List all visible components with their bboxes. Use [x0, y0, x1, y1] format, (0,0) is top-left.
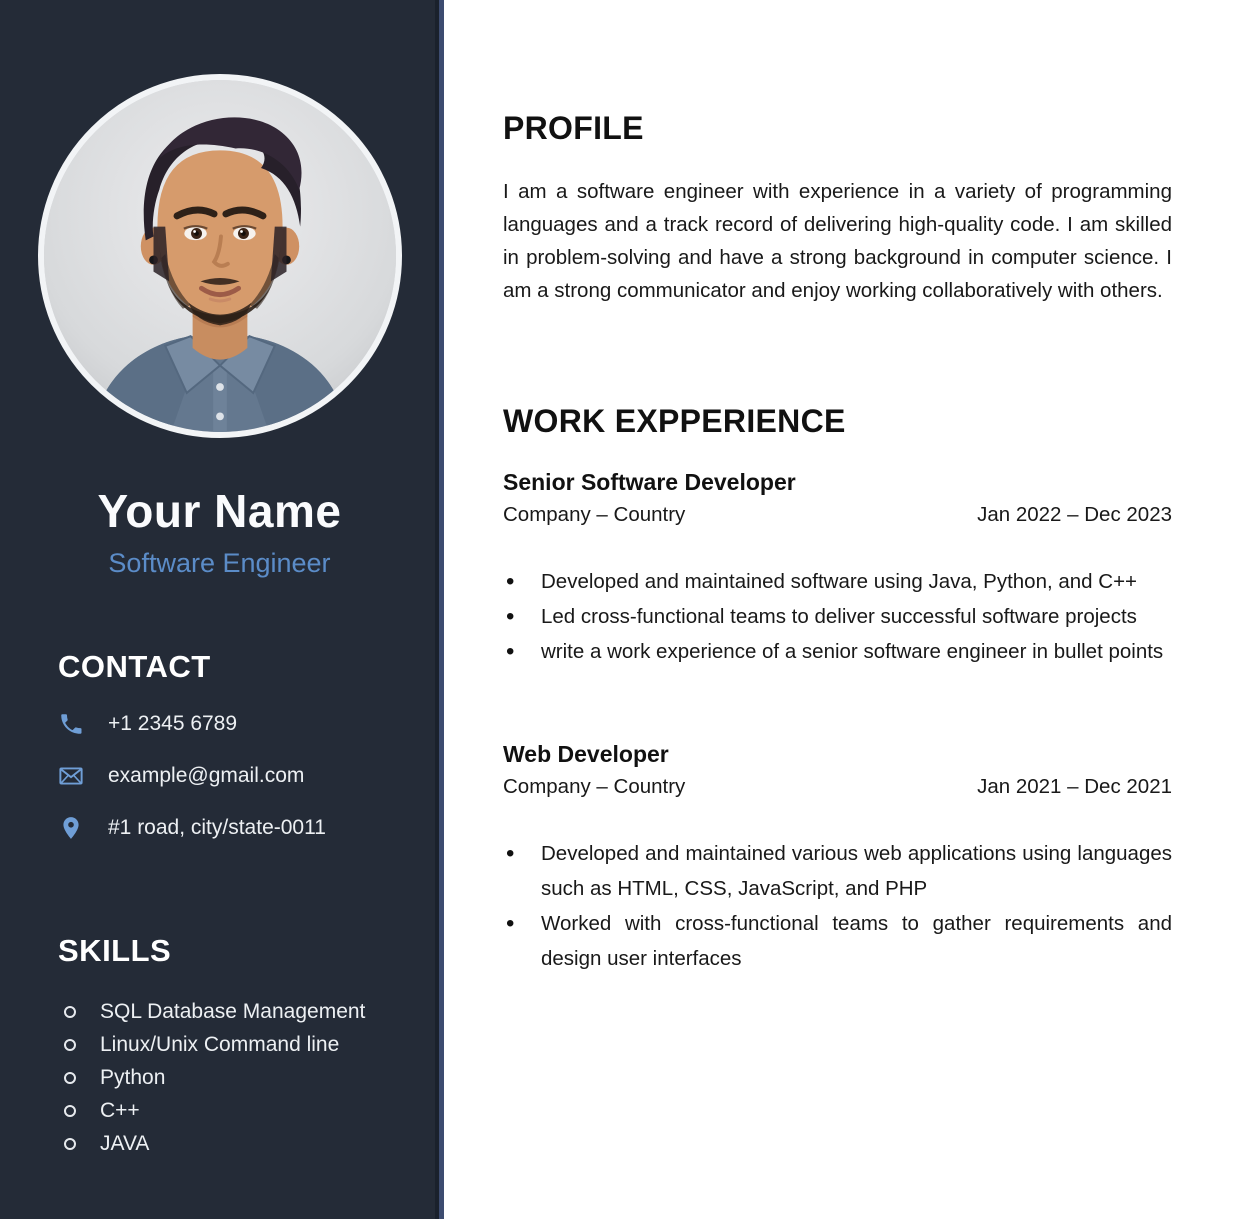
job-bullet-list — [503, 836, 1172, 976]
contact-heading: CONTACT — [58, 649, 211, 684]
job-title: Senior Software Developer — [503, 469, 796, 495]
skills-list — [58, 995, 409, 1160]
skill-item — [58, 1127, 409, 1160]
skill-item — [58, 1094, 409, 1127]
circle-bullet-icon — [64, 1105, 76, 1117]
skill-item — [58, 1061, 409, 1094]
job-meta — [503, 775, 1172, 799]
job-entry — [503, 741, 1172, 976]
circle-bullet-icon — [64, 1039, 76, 1051]
skill-item — [58, 1028, 409, 1061]
circle-bullet-icon — [64, 1138, 76, 1150]
profile-photo — [38, 74, 402, 438]
circle-bullet-icon — [64, 1072, 76, 1084]
job-meta — [503, 503, 1172, 527]
contact-section — [58, 649, 409, 841]
skill-label: Linux/Unix Command line — [100, 1032, 340, 1056]
contact-row-phone — [58, 711, 409, 737]
job-bullet: • Led cross-functional teams to deliver successful software projects — [503, 599, 1172, 634]
profile-text: I am a software engineer with experience in a variety of programming languages and a track record of delivering high-quality code. I am skilled in problem-solving and have a strong background in computer science. I am a strong communicator and enjoy working collaboratively with others. — [503, 180, 1172, 302]
person-role: Software Engineer — [108, 548, 331, 578]
job-bullet: • write a work experience of a senior software engineer in bullet points — [503, 634, 1172, 669]
person-name: Your Name — [97, 485, 342, 537]
job-bullet-list — [503, 564, 1172, 669]
skill-label: Python — [100, 1065, 166, 1089]
job-bullet: • Worked with cross-functional teams to gather requirements and design user interfaces — [503, 906, 1172, 976]
job-company: Company – Country — [503, 775, 686, 798]
circle-bullet-icon — [64, 1006, 76, 1018]
profile-heading: PROFILE — [503, 110, 644, 146]
job-bullet: • Developed and maintained software using Java, Python, and C++ — [503, 564, 1172, 599]
address: #1 road, city/state-0011 — [108, 816, 326, 839]
email-icon — [58, 763, 88, 789]
job-entry — [503, 469, 1172, 669]
email-address: example@gmail.com — [108, 764, 305, 787]
main-content — [503, 0, 1172, 976]
skill-label: SQL Database Management — [100, 999, 366, 1023]
contact-row-email — [58, 763, 409, 789]
contact-row-address — [58, 815, 409, 841]
skills-section — [58, 933, 409, 1160]
job-company: Company – Country — [503, 503, 686, 526]
work-experience-section — [503, 403, 1172, 976]
phone-icon — [58, 711, 88, 737]
job-dates: Jan 2022 – Dec 2023 — [977, 503, 1172, 526]
job-title: Web Developer — [503, 741, 669, 767]
avatar-illustration — [44, 80, 396, 432]
sidebar — [0, 0, 444, 1219]
skill-label: C++ — [100, 1098, 140, 1122]
phone-number: +1 2345 6789 — [108, 712, 238, 735]
profile-section — [503, 110, 1172, 307]
location-icon — [58, 815, 88, 841]
job-dates: Jan 2021 – Dec 2021 — [977, 775, 1172, 798]
skills-heading: SKILLS — [58, 933, 172, 968]
skill-label: JAVA — [100, 1131, 150, 1155]
work-experience-heading: WORK EXPPERIENCE — [503, 403, 846, 439]
job-bullet: • Developed and maintained various web applications using languages such as HTML, CSS, JavaScript, and PHP — [503, 836, 1172, 906]
skill-item — [58, 995, 409, 1028]
